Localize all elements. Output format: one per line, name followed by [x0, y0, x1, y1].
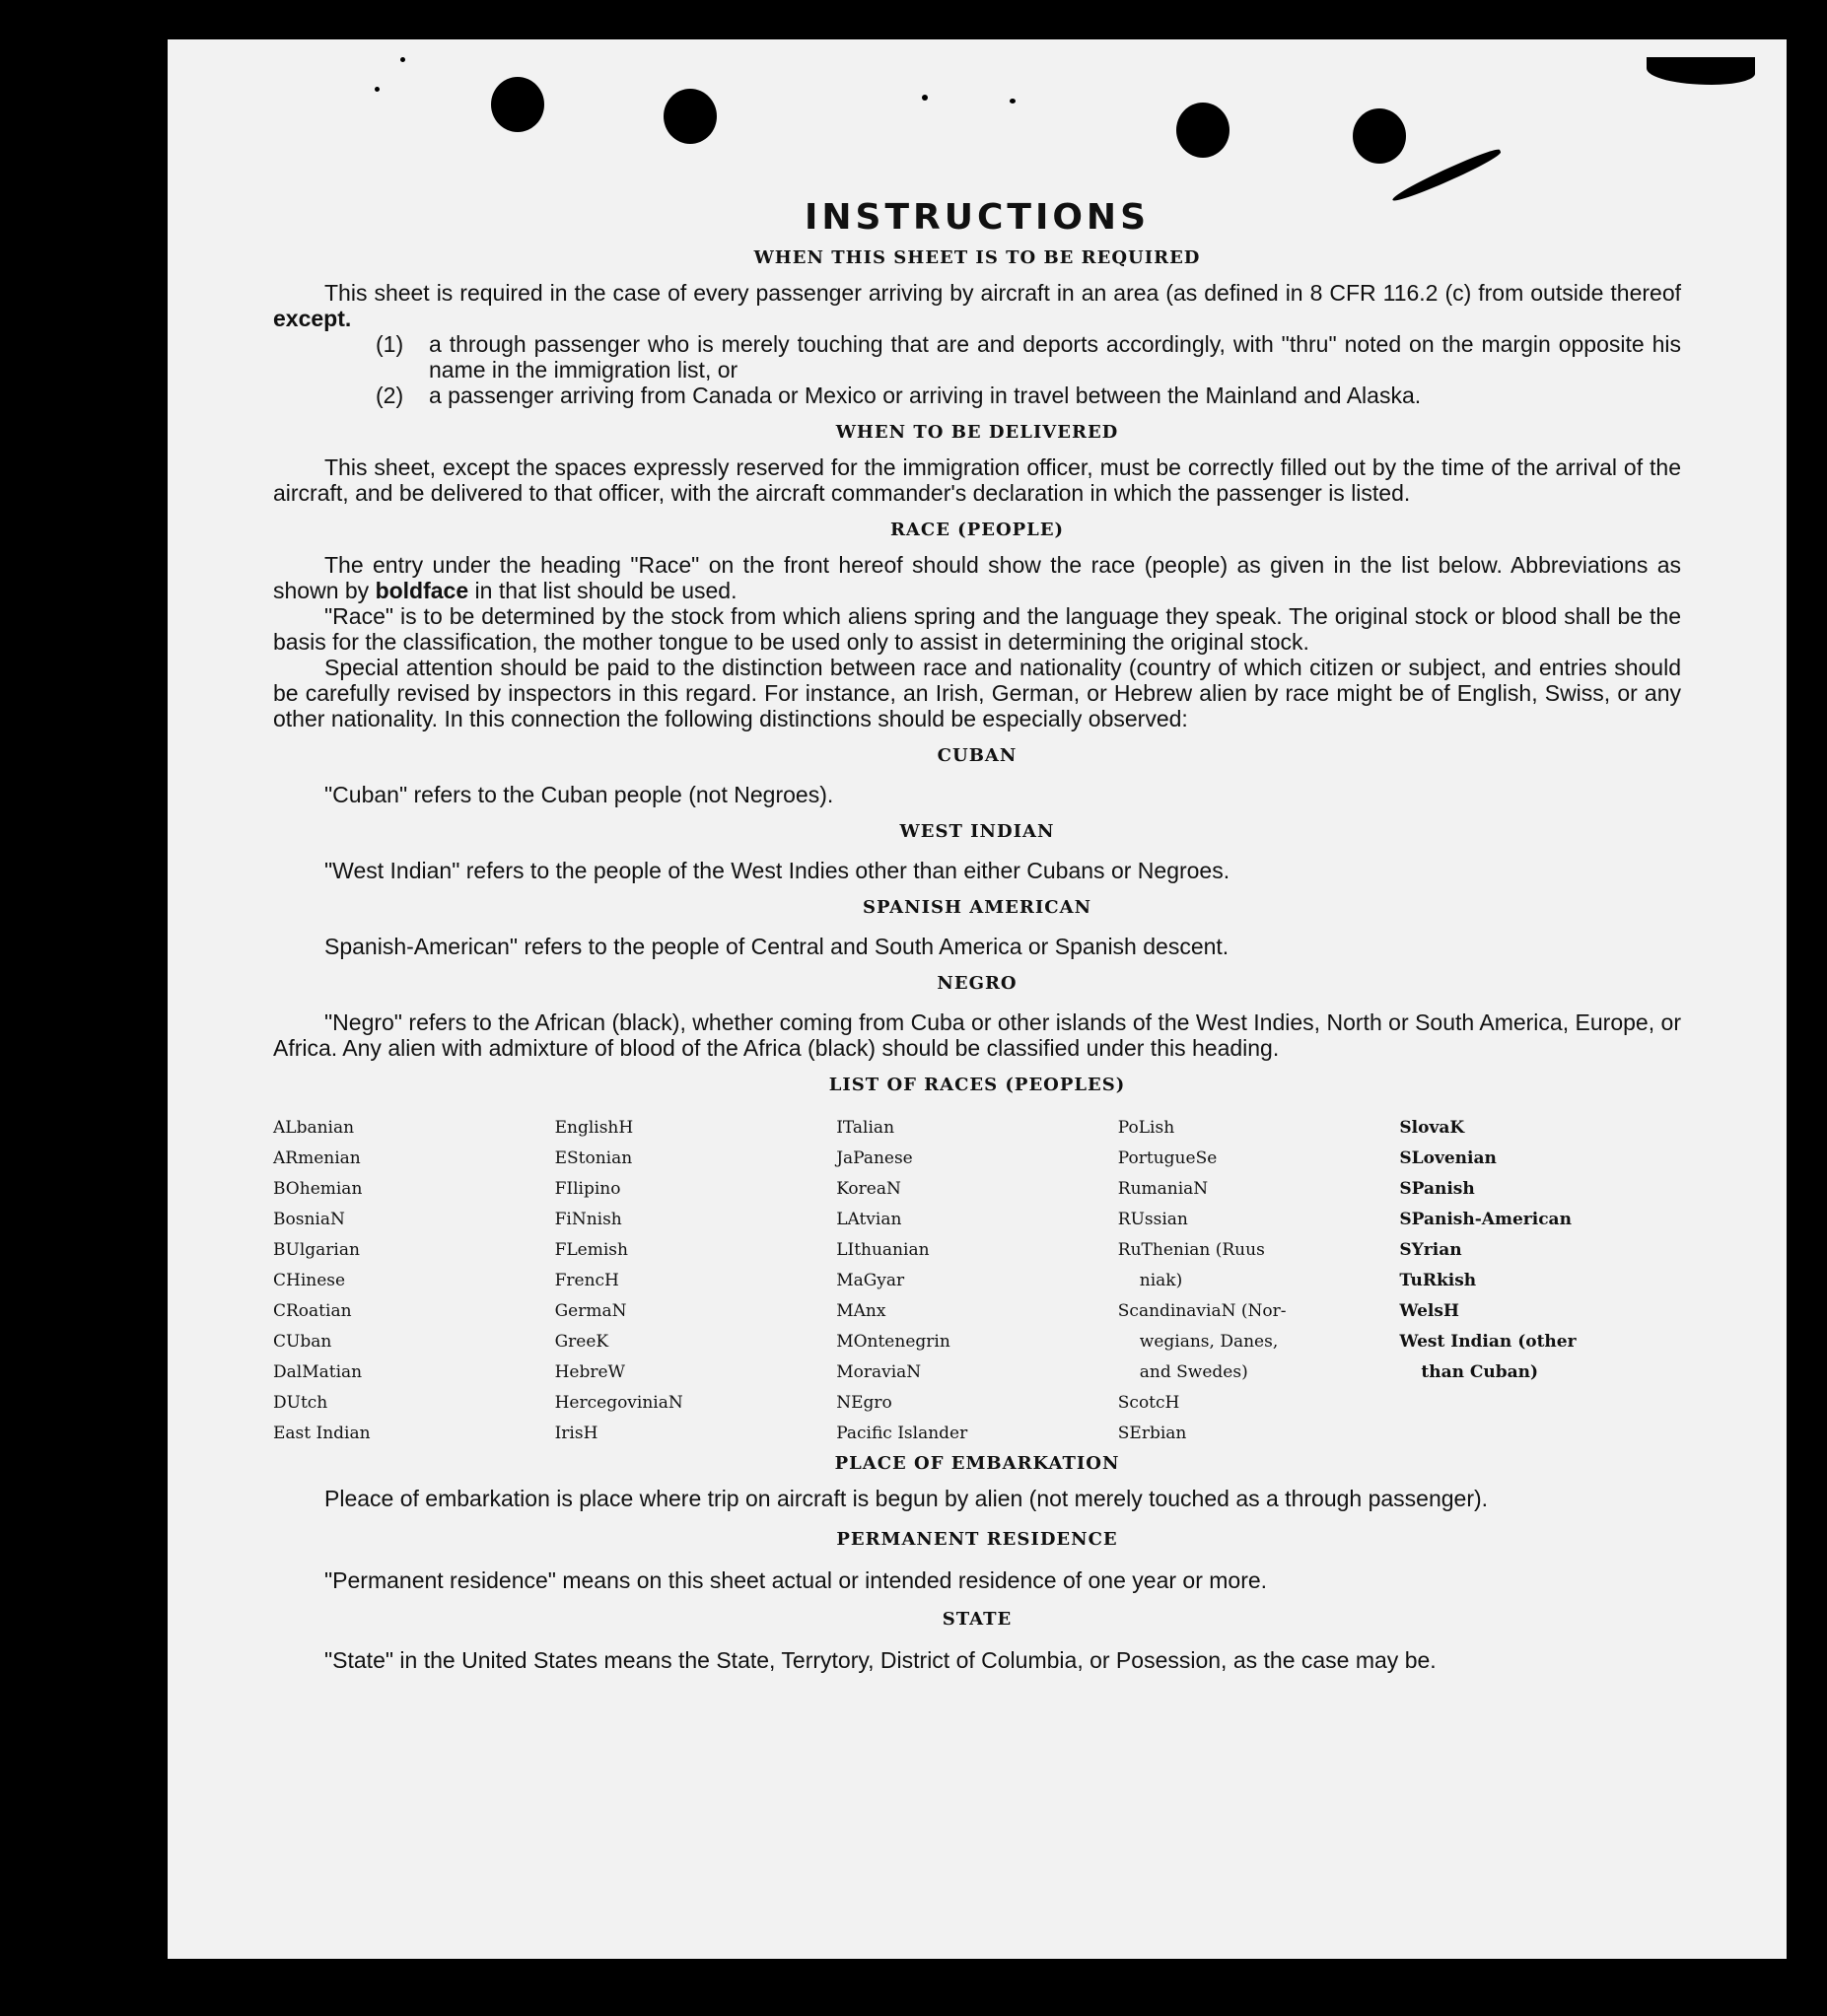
race-list	[273, 1113, 1681, 1449]
race-entry: LAtvian	[836, 1210, 902, 1229]
race-entry: than Cuban)	[1421, 1362, 1539, 1382]
race-entry: DalMatian	[273, 1362, 363, 1382]
race-entry: EnglishH	[554, 1118, 634, 1138]
race-column	[836, 1113, 1118, 1449]
race-entry: MoraviaN	[836, 1362, 922, 1382]
section-heading: LIST OF RACES (PEOPLES)	[828, 1075, 1126, 1095]
torn-corner	[1647, 57, 1755, 85]
race-entry: RumaniaN	[1117, 1179, 1209, 1199]
race-entry: CRoatian	[273, 1301, 352, 1321]
race-entry: JaPanese	[836, 1148, 913, 1168]
punch-hole	[491, 77, 544, 132]
punch-hole	[664, 89, 717, 144]
race-entry: wegians, Danes,	[1139, 1332, 1279, 1352]
paragraph: This sheet is required in the case of every passenger arriving by aircraft in an area (as defined in 8 CFR 116.2 (c) from outside thereof except.	[273, 280, 1681, 331]
document-sheet	[168, 39, 1787, 1959]
race-entry: HebreW	[554, 1362, 626, 1382]
list-item: (2) a passenger arriving from Canada or Mexico or arriving in travel between the Mainland and Alaska.	[376, 382, 1422, 408]
race-entry: FLemish	[554, 1240, 628, 1260]
race-entry: SPanish-American	[1399, 1210, 1572, 1229]
race-entry: FiNnish	[554, 1210, 622, 1229]
race-entry: RuThenian (Ruus	[1117, 1240, 1265, 1260]
paragraph: "West Indian" refers to the people of the West Indies other than either Cubans or Negroes.	[324, 858, 1230, 883]
race-entry: SErbian	[1117, 1424, 1187, 1443]
paragraph: Special attention should be paid to the distinction between race and nationality (country of which citizen or subject, and entries should be carefully revised by inspectors in this regard. For instance, an Irish, German, or Hebrew alien by race might be of English, Swiss, or any other nationality. In this connection the following distinctions should be especially observed:	[273, 655, 1681, 731]
ink-speck	[1390, 146, 1504, 205]
race-entry: LIthuanian	[836, 1240, 930, 1260]
paragraph: Pleace of embarkation is place where trip on aircraft is begun by alien (not merely touched as a through passenger).	[324, 1486, 1489, 1511]
document-content	[273, 197, 1681, 1673]
paragraph: "State" in the United States means the State, Terrytory, District of Columbia, or Posession, as the case may be.	[324, 1647, 1437, 1673]
race-entry: FrencH	[554, 1271, 619, 1290]
section-heading: SPANISH AMERICAN	[862, 897, 1092, 918]
race-entry: FIlipino	[554, 1179, 621, 1199]
race-entry: TuRkish	[1399, 1271, 1477, 1290]
punch-hole	[1353, 108, 1406, 164]
ink-speck	[375, 87, 380, 92]
punch-hole	[1176, 103, 1230, 158]
page-title: INSTRUCTIONS	[805, 197, 1150, 238]
race-entry: MOntenegrin	[836, 1332, 950, 1352]
race-entry: MaGyar	[836, 1271, 905, 1290]
race-entry: IrisH	[554, 1424, 598, 1443]
paragraph: "Race" is to be determined by the stock from which aliens spring and the language they speak. The original stock or blood shall be the basis for the classification, the mother tongue to be used only to assist in determining the original stock.	[273, 603, 1681, 655]
race-entry: KoreaN	[836, 1179, 901, 1199]
race-entry: GreeK	[554, 1332, 609, 1352]
race-column	[555, 1113, 837, 1449]
section-heading: NEGRO	[937, 973, 1018, 994]
race-entry: NEgro	[836, 1393, 892, 1413]
paragraph: "Negro" refers to the African (black), whether coming from Cuba or other islands of the West Indies, North or South America, Europe, or Africa. Any alien with admixture of blood of the Africa (black) should be classified under this heading.	[273, 1009, 1681, 1061]
race-entry: WelsH	[1399, 1301, 1459, 1321]
paragraph: "Cuban" refers to the Cuban people (not Negroes).	[324, 782, 834, 807]
ink-speck	[400, 57, 405, 62]
paragraph: This sheet, except the spaces expressly reserved for the immigration officer, must be correctly filled out by the time of the arrival of the aircraft, and be delivered to that officer, with the aircraft commander's declaration in which the passenger is listed.	[273, 454, 1681, 506]
race-entry: MAnx	[836, 1301, 886, 1321]
section-heading: RACE (PEOPLE)	[889, 520, 1065, 540]
ink-speck	[1010, 99, 1016, 104]
section-heading: WEST INDIAN	[899, 821, 1055, 842]
race-entry: SPanish	[1399, 1179, 1475, 1199]
race-entry: RUssian	[1117, 1210, 1188, 1229]
race-entry: CUban	[273, 1332, 332, 1352]
race-entry: BUlgarian	[273, 1240, 360, 1260]
race-entry: and Swedes)	[1139, 1362, 1248, 1382]
race-entry: ITalian	[836, 1118, 895, 1138]
race-entry: SLovenian	[1399, 1148, 1497, 1168]
race-entry: EStonian	[554, 1148, 633, 1168]
race-entry: PortugueSe	[1117, 1148, 1218, 1168]
paragraph: "Permanent residence" means on this sheet actual or intended residence of one year or more.	[324, 1567, 1268, 1593]
race-entry: BosniaN	[273, 1210, 345, 1229]
race-entry: East Indian	[273, 1424, 371, 1443]
race-entry: West Indian (other	[1399, 1332, 1577, 1352]
race-entry: PoLish	[1117, 1118, 1175, 1138]
race-entry: ScandinaviaN (Nor-	[1117, 1301, 1287, 1321]
paragraph: The entry under the heading "Race" on the front hereof should show the race (people) as given in the list below. Abbreviations as shown by boldface in that list should be used.	[273, 552, 1681, 603]
race-entry: DUtch	[273, 1393, 328, 1413]
section-heading: PLACE OF EMBARKATION	[834, 1453, 1120, 1474]
section-heading: CUBAN	[937, 745, 1018, 766]
race-entry: niak)	[1139, 1271, 1183, 1290]
race-entry: BOhemian	[273, 1179, 363, 1199]
race-entry: ARmenian	[273, 1148, 361, 1168]
section-heading: PERMANENT RESIDENCE	[836, 1529, 1118, 1550]
ink-speck	[922, 95, 928, 101]
race-entry: ScotcH	[1117, 1393, 1180, 1413]
paragraph: Spanish-American" refers to the people of Central and South America or Spanish descent.	[324, 934, 1230, 959]
race-entry: ALbanian	[273, 1118, 355, 1138]
section-heading: WHEN THIS SHEET IS TO BE REQUIRED	[753, 247, 1201, 268]
race-column	[1118, 1113, 1400, 1449]
list-item: (1) a through passenger who is merely touching that are and deports accordingly, with "thru" noted on the margin opposite his name in the immigration list, or	[376, 331, 1681, 382]
race-entry: SlovaK	[1399, 1118, 1465, 1138]
race-entry: Pacific Islander	[836, 1424, 968, 1443]
race-entry: HercegoviniaN	[554, 1393, 683, 1413]
race-column	[273, 1113, 555, 1449]
section-heading: WHEN TO BE DELIVERED	[835, 422, 1119, 443]
race-column	[1399, 1113, 1681, 1449]
race-entry: CHinese	[273, 1271, 346, 1290]
race-entry: SYrian	[1399, 1240, 1462, 1260]
race-entry: GermaN	[554, 1301, 627, 1321]
section-heading: STATE	[942, 1609, 1013, 1630]
